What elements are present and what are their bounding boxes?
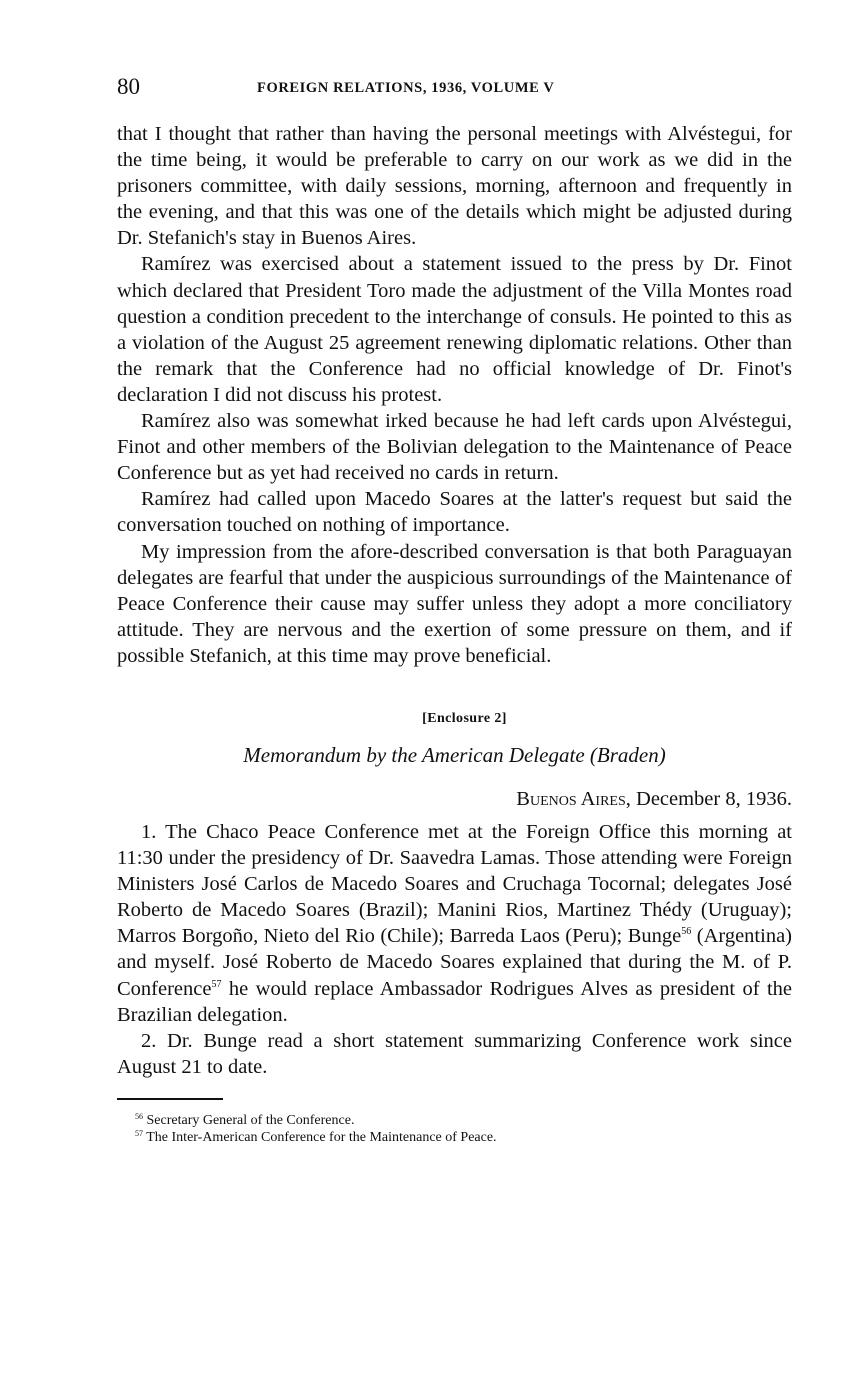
footnote-ref-57: 57 [211, 978, 222, 990]
paragraph: Ramírez was exercised about a statement issued to the press by Dr. Finot which declared that President Toro made the adjustment of the Villa Montes road question a condition precedent to the interchange of consuls. He pointed to this as a violation of the August 25 agreement renewing diplomatic relations. Other than the remark that the Conference had no official knowledge of Dr. Finot's declaration I did not discuss his protest. [117, 253, 792, 406]
memorandum-title: Memorandum by the American Delegate (Braden) [243, 742, 666, 767]
paragraph: Ramírez also was somewhat irked because he had left cards upon Alvéstegui, Finot and other members of the Bolivian delegation to the Maintenance of Peace Conference but as yet had received no cards in return. [117, 410, 792, 485]
dateline [117, 788, 792, 811]
memo-text: (Argentina) and myself. José Roberto de Macedo Soares explained that during the M. of P. Conference [117, 925, 792, 1000]
paragraph: My impression from the afore-described conversation is that both Paraguayan delegates are fearful that under the auspicious surroundings of the Maintenance of Peace Conference their cause may suffer unless they adopt a more conciliatory attitude. They are nervous and the exertion of some pressure on them, and if possible Stefanich, at this time may prove beneficial. [117, 540, 792, 667]
memo-paragraph-1 [117, 819, 792, 1028]
memo-paragraph-2: 2. Dr. Bunge read a short statement summarizing Conference work since August 21 to date. [117, 1029, 792, 1078]
running-head [117, 74, 792, 108]
dateline-place: Buenos Aires [516, 787, 626, 810]
memorandum-body [117, 819, 792, 1080]
footnote-text: The Inter-American Conference for the Maintenance of Peace. [143, 1129, 497, 1145]
page-number: 80 [117, 74, 140, 99]
letter-body [117, 121, 792, 669]
footnote-text: Secretary General of the Conference. [143, 1112, 355, 1128]
dateline-date: , December 8, 1936. [625, 787, 792, 810]
memo-text: 1. The Chaco Peace Conference met at the Foreign Office this morning at 11:30 under the presidency of Dr. Saavedra Lamas. Those attending were Foreign Ministers José Carlos de Macedo Soares and Cruchaga Tocornal; delegates José Roberto de Macedo Soares (Brazil); Manini Rios, Martinez Thédy (Uruguay); Marros Borgoño, Nieto del Rio (Chile); Barreda Laos (Peru); Bunge [117, 820, 792, 948]
enclosure-label: [Enclosure 2] [422, 710, 507, 726]
footnote-ref-56: 56 [681, 926, 692, 938]
running-head-title: FOREIGN RELATIONS, 1936, VOLUME V [257, 80, 555, 96]
footnote-mark: 56 [135, 1111, 143, 1121]
paragraph: that I thought that rather than having the personal meetings with Alvéstegui, for the time being, it would be preferable to carry on our work as we did in the prisoners committee, with daily sessions, morning, afternoon and frequently in the evening, and that this was one of the details which might be adjusted during Dr. Stefanich's stay in Buenos Aires. [117, 123, 792, 250]
footnote-57 [135, 1129, 792, 1146]
footnotes [117, 1112, 792, 1146]
document-page [117, 74, 792, 1146]
footnote-56 [135, 1112, 792, 1129]
footnote-mark: 57 [135, 1128, 143, 1138]
footnote-divider [117, 1098, 223, 1100]
memo-text: he would replace Ambassador Rodrigues Alves as president of the Brazilian delegation. [117, 977, 792, 1026]
paragraph: Ramírez had called upon Macedo Soares at the latter's request but said the conversation touched on nothing of importance. [117, 488, 792, 537]
